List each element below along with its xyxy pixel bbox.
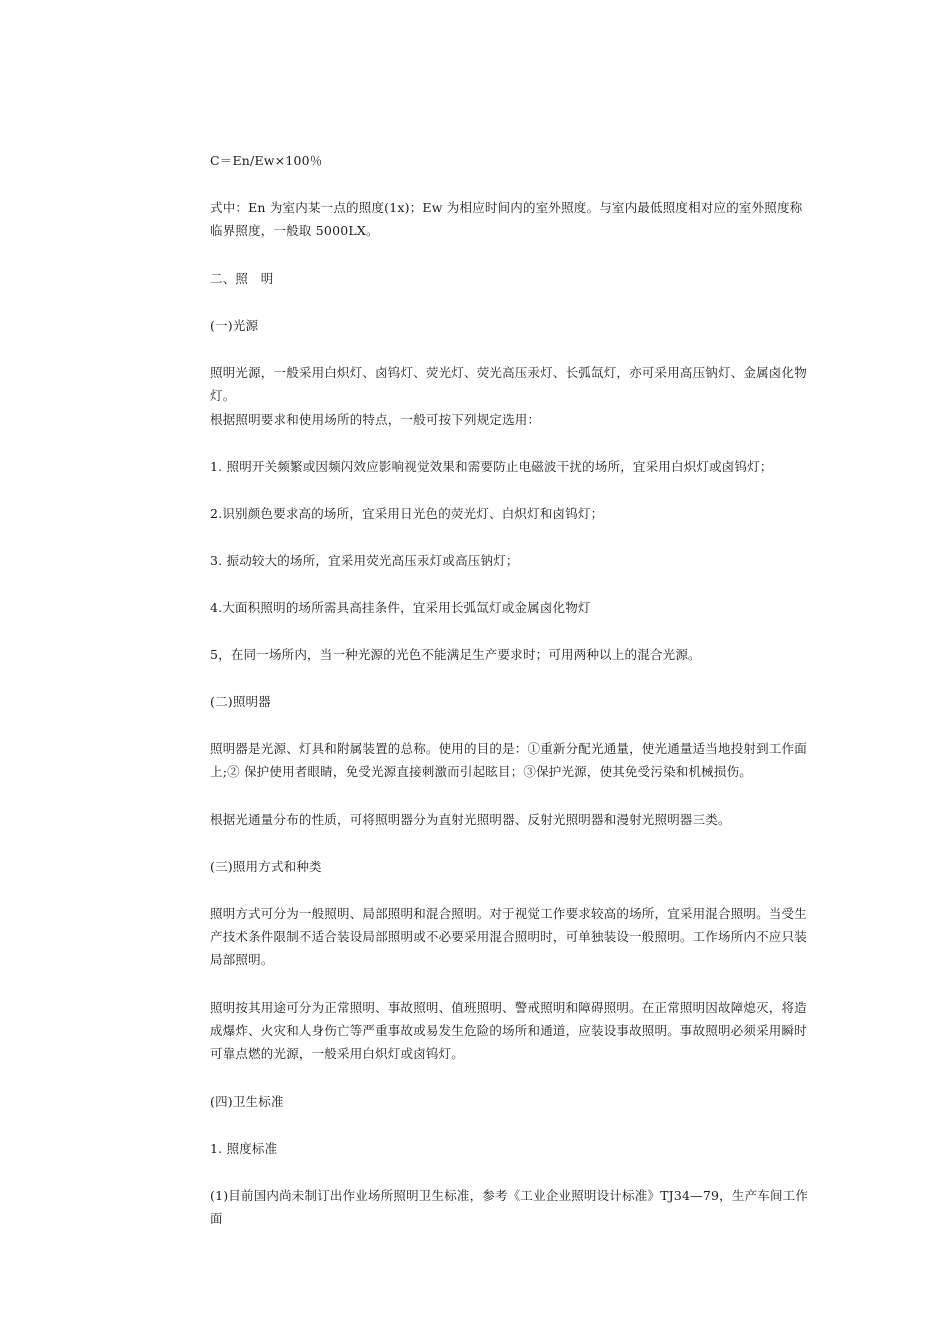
paragraph-standard-reference: (1)目前国内尚未制订出作业场所照明卫生标准，参考《工业企业照明设计标准》TJ34—79，生产车间工作面 xyxy=(210,1188,809,1226)
subheading-lighting-methods: (三)照用方式和种类 xyxy=(210,859,322,874)
list-item-4: 4.大面积照明的场所需具高挂条件，宜采用长弧氙灯或金属卤化物灯 xyxy=(210,600,591,615)
list-item-1: 1. 照明开关频繁或因频闪效应影响视觉效果和需要防止电磁波干扰的场所，宜采用白炽灯或卤钨灯； xyxy=(210,459,773,474)
paragraph-lighting-methods: 照明方式可分为一般照明、局部照明和混合照明。对于视觉工作要求较高的场所，宜采用混合照明。当受生产技术条件限制不适合装设局部照明或不必要采用混合照明时，可单独装设一般照明。工作场所内不应只装局部照明。 xyxy=(210,906,807,967)
section-heading-lighting: 二、照 明 xyxy=(210,271,274,286)
paragraph-luminaire-classes: 根据光通量分布的性质，可将照明器分为直射光照明器、反射光照明器和漫射光照明器三类。 xyxy=(210,812,731,827)
paragraph-formula-explanation: 式中：En 为室内某一点的照度(1x)；Ew 为相应时间内的室外照度。与室内最低照度相对应的室外照度称临界照度，一般取 5000LX。 xyxy=(210,200,803,238)
list-item-3: 3. 振动较大的场所，宜采用荧光高压汞灯或高压钠灯； xyxy=(210,553,519,568)
paragraph-selection-rules: 根据照明要求和使用场所的特点，一般可按下列规定选用： xyxy=(210,412,541,427)
subheading-illuminance-standard: 1. 照度标准 xyxy=(210,1141,278,1156)
formula-line: C＝En/Ew×100％ xyxy=(210,153,323,168)
subheading-light-source: (一)光源 xyxy=(210,318,259,333)
paragraph-lighting-uses: 照明按其用途可分为正常照明、事故照明、值班照明、警戒照明和障碍照明。在正常照明因故障熄灭，将造成爆炸、火灾和人身伤亡等严重事故或易发生危险的场所和通道，应装设事故照明。事故照明必须采用瞬时可靠点燃的光源，一般采用白炽灯或卤钨灯。 xyxy=(210,1000,807,1061)
subheading-luminaire: (二)照明器 xyxy=(210,694,271,709)
subheading-hygiene-standards: (四)卫生标准 xyxy=(210,1094,284,1109)
paragraph-luminaire-definition: 照明器是光源、灯具和附属装置的总称。使用的目的是：①重新分配光通量，使光通量适当地投射到工作面上;② 保护使用者眼睛，免受光源直接刺激而引起眩目；③保护光源，使其免受污染和机械损伤。 xyxy=(210,741,807,779)
list-item-2: 2.识别颜色要求高的场所，宜采用日光色的荧光灯、白炽灯和卤钨灯； xyxy=(210,506,604,521)
list-item-5: 5，在同一场所内，当一种光源的光色不能满足生产要求时；可用两种以上的混合光源。 xyxy=(210,647,701,662)
paragraph-light-sources: 照明光源，一般采用白炽灯、卤钨灯、荧光灯、荧光高压汞灯、长弧氙灯，亦可采用高压钠灯、金属卤化物灯。 xyxy=(210,365,807,403)
